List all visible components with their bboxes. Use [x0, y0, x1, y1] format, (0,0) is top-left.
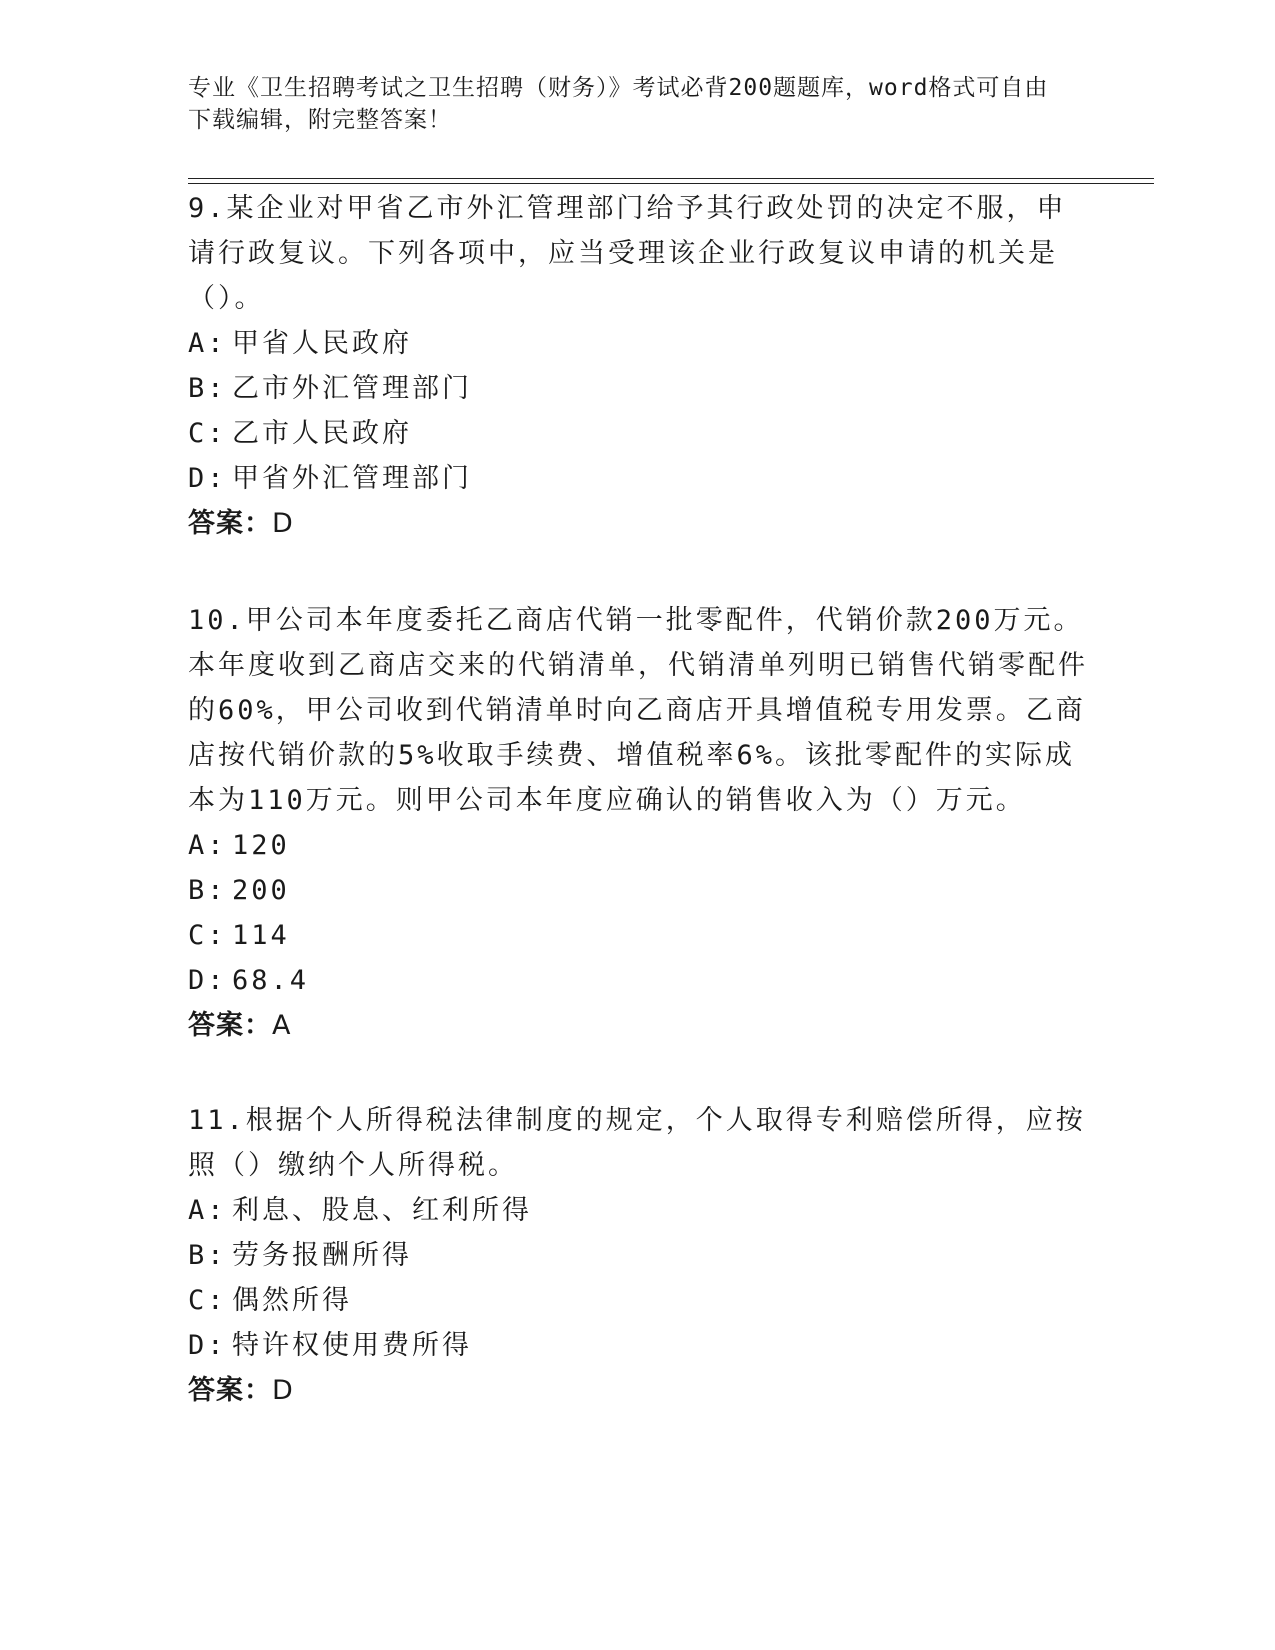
answer-label: 答案： [188, 1010, 272, 1041]
option-text: 利息、股息、红利所得 [232, 1195, 532, 1226]
option-text: 偶然所得 [232, 1285, 352, 1316]
option-text: 200 [232, 875, 290, 906]
option-text: 68.4 [232, 965, 310, 996]
option-b [188, 366, 1088, 411]
option-c [188, 913, 1088, 958]
header-rule-top [188, 178, 1154, 179]
option-text: 特许权使用费所得 [232, 1330, 472, 1361]
option-label: C: [188, 920, 227, 951]
option-label: D: [188, 1330, 227, 1361]
option-label: C: [188, 418, 227, 449]
question-10 [188, 598, 1088, 1048]
option-c [188, 411, 1088, 456]
option-text: 乙市外汇管理部门 [232, 373, 472, 404]
option-c [188, 1278, 1088, 1323]
option-label: B: [188, 875, 227, 906]
option-label: A: [188, 328, 227, 359]
answer-line [188, 501, 1088, 546]
question-stem: 9.某企业对甲省乙市外汇管理部门给予其行政处罚的决定不服，申请行政复议。下列各项中，应当受理该企业行政复议申请的机关是（）。 [188, 193, 1067, 314]
option-a [188, 823, 1088, 868]
option-text: 114 [232, 920, 290, 951]
document-header: 专业《卫生招聘考试之卫生招聘（财务）》考试必背200题题库，word格式可自由下载编辑，附完整答案！ [188, 75, 1049, 133]
option-d [188, 456, 1088, 501]
answer-line [188, 1368, 1088, 1413]
answer-label: 答案： [188, 1375, 272, 1406]
header-rule-bottom [188, 183, 1154, 184]
option-b [188, 1233, 1088, 1278]
option-d [188, 1323, 1088, 1368]
answer-line [188, 1003, 1088, 1048]
option-text: 120 [232, 830, 290, 861]
option-a [188, 321, 1088, 366]
option-a [188, 1188, 1088, 1233]
option-text: 劳务报酬所得 [232, 1240, 412, 1271]
option-b [188, 868, 1088, 913]
option-label: C: [188, 1285, 227, 1316]
option-text: 甲省外汇管理部门 [232, 463, 472, 494]
option-label: D: [188, 965, 227, 996]
answer-value: D [272, 508, 294, 539]
question-stem: 11.根据个人所得税法律制度的规定，个人取得专利赔偿所得，应按照（）缴纳个人所得税。 [188, 1105, 1086, 1181]
option-label: B: [188, 373, 227, 404]
answer-value: A [272, 1010, 292, 1041]
option-label: A: [188, 830, 227, 861]
option-label: A: [188, 1195, 227, 1226]
question-11 [188, 1098, 1088, 1413]
option-text: 乙市人民政府 [232, 418, 412, 449]
question-9 [188, 186, 1088, 546]
option-label: B: [188, 1240, 227, 1271]
question-stem: 10.甲公司本年度委托乙商店代销一批零配件，代销价款200万元。本年度收到乙商店交来的代销清单，代销清单列明已销售代销零配件的60%，甲公司收到代销清单时向乙商店开具增值税专用发票。乙商店按代销价款的5%收取手续费、增值税率6%。该批零配件的实际成本为110万元。则甲公司本年度应确认的销售收入为（）万元。 [188, 605, 1088, 816]
option-label: D: [188, 463, 227, 494]
answer-value: D [272, 1375, 294, 1406]
option-d [188, 958, 1088, 1003]
answer-label: 答案： [188, 508, 272, 539]
option-text: 甲省人民政府 [232, 328, 412, 359]
